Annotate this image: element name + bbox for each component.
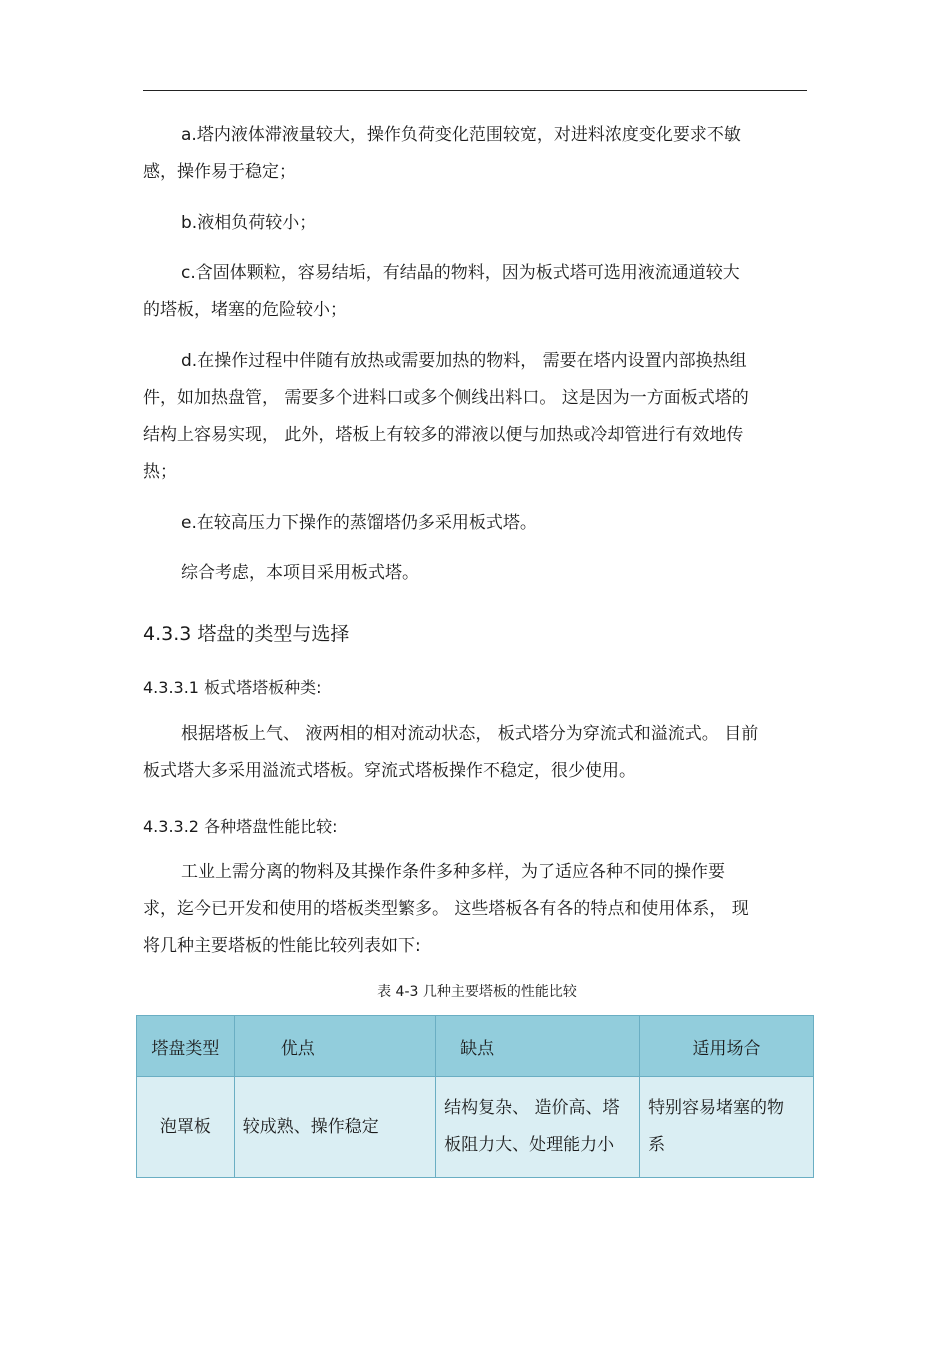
cell-cons (436, 1077, 640, 1178)
text-line: 求，迄今已开发和使用的塔板类型繁多。 这些塔板各有各的特点和使用体系， 现 (143, 899, 749, 919)
header-cell-usage: 适用场合 (640, 1016, 814, 1077)
text-line: 根据塔板上气、 液两相的相对流动状态， 板式塔分为穿流式和溢流式。 目前 (181, 724, 759, 744)
text-line: d.在操作过程中伴随有放热或需要加热的物料， 需要在塔内设置内部换热组 (181, 351, 747, 371)
heading-4-3-3: 4.3.3 塔盘的类型与选择 (143, 623, 350, 645)
paragraph-a (143, 117, 811, 191)
cell-line: 特别容易堵塞的物 (648, 1098, 785, 1118)
cell-usage (640, 1077, 814, 1178)
header-cell-cons: 缺点 (436, 1016, 640, 1077)
header-rule (143, 90, 807, 91)
text-line: 件，如加热盘管， 需要多个进料口或多个侧线出料口。 这是因为一方面板式塔的 (143, 388, 749, 408)
text-line: 结构上容易实现， 此外，塔板上有较多的滞液以便与加热或冷却管进行有效地传 (143, 425, 744, 445)
text-line: a.塔内液体滞液量较大，操作负荷变化范围较宽，对进料浓度变化要求不敏 (181, 125, 741, 145)
paragraph-comparison (143, 854, 811, 965)
text-line: 工业上需分离的物料及其操作条件多种多样，为了适应各种不同的操作要 (181, 862, 725, 882)
text-line: 的塔板，堵塞的危险较小； (143, 300, 347, 320)
table-caption: 表 4-3 几种主要塔板的性能比较 (377, 984, 577, 1000)
text-line: 板式塔大多采用溢流式塔板。穿流式塔板操作不稳定，很少使用。 (143, 761, 636, 781)
header-cell-pros: 优点 (234, 1016, 435, 1077)
text-line: 热； (143, 462, 177, 482)
text-line: e.在较高压力下操作的蒸馏塔仍多采用板式塔。 (181, 513, 537, 533)
text-line: 综合考虑，本项目采用板式塔。 (181, 563, 419, 583)
heading-4-3-3-1: 4.3.3.1 板式塔塔板种类: (143, 678, 322, 697)
header-cell-type: 塔盘类型 (137, 1016, 235, 1077)
cell-line: 系 (648, 1135, 666, 1155)
paragraph-d (143, 343, 811, 491)
text-line: 将几种主要塔板的性能比较列表如下: (143, 936, 421, 956)
table-row (137, 1077, 814, 1178)
text-line: c.含固体颗粒，容易结垢，有结晶的物料，因为板式塔可选用液流通道较大 (181, 263, 740, 283)
cell-type: 泡罩板 (137, 1077, 235, 1178)
table-header-row (137, 1016, 814, 1077)
heading-4-3-3-2: 4.3.3.2 各种塔盘性能比较: (143, 817, 338, 836)
paragraph-summary (143, 555, 811, 592)
paragraph-b (143, 205, 811, 242)
text-line: 感，操作易于稳定； (143, 162, 296, 182)
text-line: b.液相负荷较小； (181, 213, 317, 233)
paragraph-c (143, 255, 811, 329)
paragraph-e (143, 505, 811, 542)
cell-line: 板阻力大、处理能力小 (444, 1135, 615, 1155)
cell-line: 结构复杂、 造价高、塔 (444, 1098, 620, 1118)
paragraph-tray-types (143, 716, 811, 790)
cell-pros: 较成熟、操作稳定 (234, 1077, 435, 1178)
tray-comparison-table (136, 1015, 814, 1178)
